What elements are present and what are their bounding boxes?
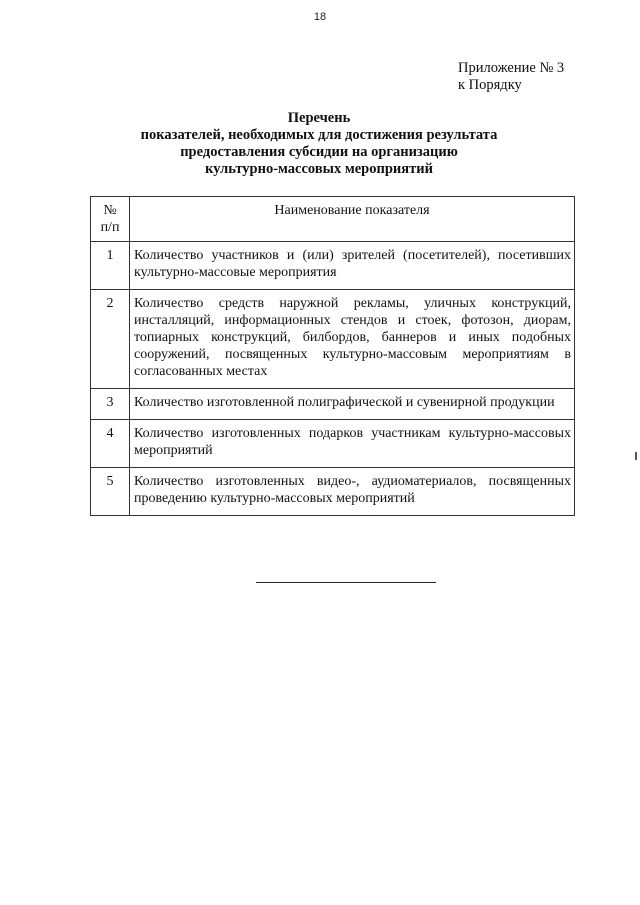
row-indicator-name: Количество изготовленных видео-, аудиоматериалов, посвященных проведению культурно-массовых мероприятий (130, 468, 575, 516)
title-line-2: показателей, необходимых для достижения результата (140, 127, 498, 143)
end-divider-line (256, 582, 436, 583)
row-indicator-name: Количество изготовленной полиграфической и сувенирной продукции (130, 389, 575, 420)
row-number: 4 (91, 420, 130, 468)
title-line-1: Перечень (287, 110, 351, 126)
title-line-3: предоставления субсидии на организацию (180, 144, 458, 160)
table-header-row (91, 197, 575, 242)
appendix-number: Приложение № 3 (458, 60, 565, 76)
table-row (91, 420, 575, 468)
row-indicator-name: Количество участников и (или) зрителей (посетителей), посетивших культурно-массовые мероприятия (130, 242, 575, 290)
row-number: 5 (91, 468, 130, 516)
page-number: 18 (313, 11, 327, 23)
header-number-sign: № (103, 203, 117, 218)
appendix-reference (458, 60, 564, 94)
row-number: 3 (91, 389, 130, 420)
row-indicator-name: Количество изготовленных подарков участникам культурно-массовых мероприятий (130, 420, 575, 468)
header-name: Наименование показателя (130, 197, 575, 242)
document-title (100, 110, 538, 178)
scan-edge-mark (635, 452, 637, 460)
table-row (91, 389, 575, 420)
title-line-4: культурно-массовых мероприятий (205, 161, 433, 177)
indicators-table (90, 196, 575, 516)
row-number: 1 (91, 242, 130, 290)
table-row (91, 468, 575, 516)
row-indicator-name: Количество средств наружной рекламы, уличных конструкций, инсталляций, информационных стендов и стоек, фотозон, диорам, топиарных конструкций, билбордов, баннеров и иных подобных сооружений, посвященных культурно-массовым мероприятиям в согласованных местах (130, 290, 575, 389)
appendix-order-ref: к Порядку (458, 77, 522, 93)
header-number-abbr: п/п (100, 220, 120, 235)
table-row (91, 242, 575, 290)
header-number (91, 197, 130, 242)
row-number: 2 (91, 290, 130, 389)
table-row (91, 290, 575, 389)
